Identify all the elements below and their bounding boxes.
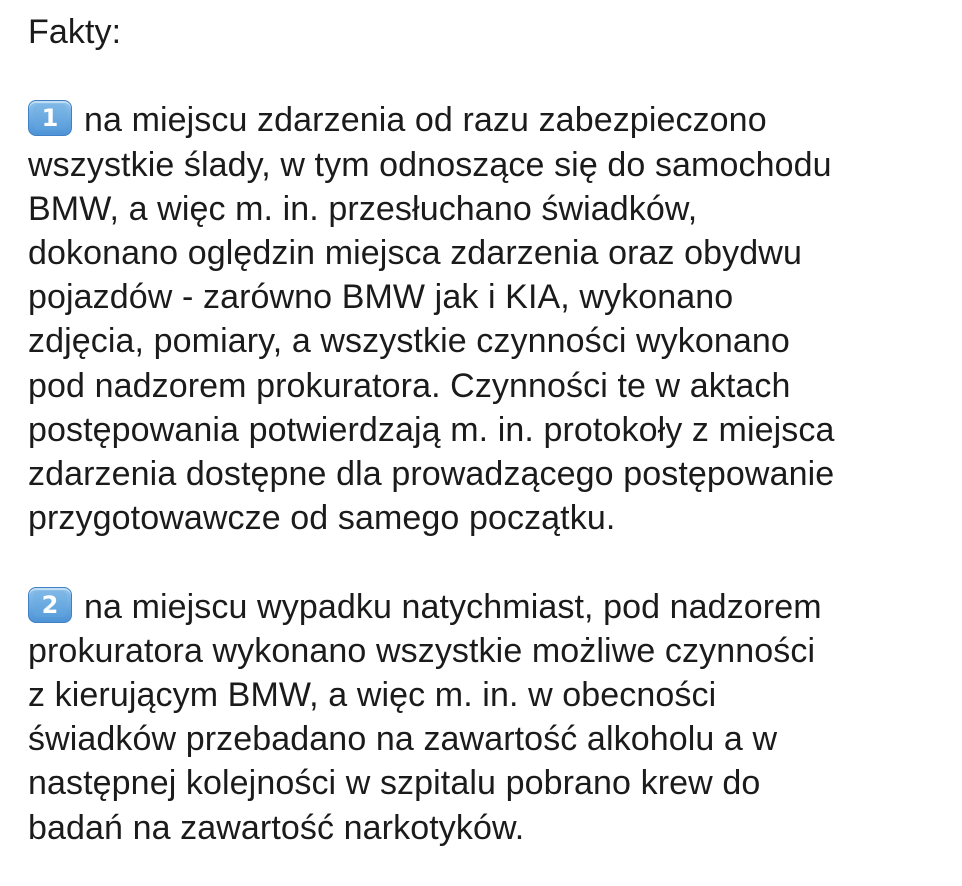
fact-line: 1 na miejscu zdarzenia od razu zabezpieczono: [28, 98, 948, 142]
fact-line: przygotowawcze od samego początku.: [28, 499, 616, 538]
fact-line: dokonano oględzin miejsca zdarzenia oraz obydwu: [28, 234, 802, 272]
fact-line: pod nadzorem prokuratora. Czynności te w aktach: [28, 366, 791, 405]
fact-line: prokuratora wykonano wszystkie możliwe czynności: [28, 631, 816, 670]
fact-line: wszystkie ślady, w tym odnoszące się do samochodu: [28, 145, 832, 184]
keycap-two-icon: 2: [28, 587, 72, 623]
fact-line: zdjęcia, pomiary, a wszystkie czynności wykonano: [28, 322, 790, 361]
fact-line: świadków przebadano na zawartość alkoholu a w: [28, 720, 778, 759]
fact-line: badań na zawartość narkotyków.: [28, 808, 525, 847]
fact-line: 2 na miejscu wypadku natychmiast, pod nadzorem: [28, 585, 948, 629]
spacer: [28, 54, 948, 98]
fact-line: pojazdów - zarówno BMW jak i KIA, wykonano: [28, 278, 734, 317]
fact-item-1: [28, 98, 948, 540]
fact-line: zdarzenia dostępne dla prowadzącego postępowanie: [28, 455, 835, 494]
fact-line: z kierującym BMW, a więc m. in. w obecności: [28, 676, 717, 715]
fact-line: BMW, a więc m. in. przesłuchano świadków,: [28, 189, 698, 228]
heading: Fakty:: [28, 13, 122, 51]
fact-line: postępowania potwierdzają m. in. protokoły z miejsca: [28, 410, 835, 449]
fact-item-2: [28, 585, 948, 850]
fact-line: następnej kolejności w szpitalu pobrano krew do: [28, 764, 761, 803]
spacer: [28, 540, 948, 584]
document-body: [28, 10, 948, 850]
keycap-one-icon: 1: [28, 100, 72, 136]
